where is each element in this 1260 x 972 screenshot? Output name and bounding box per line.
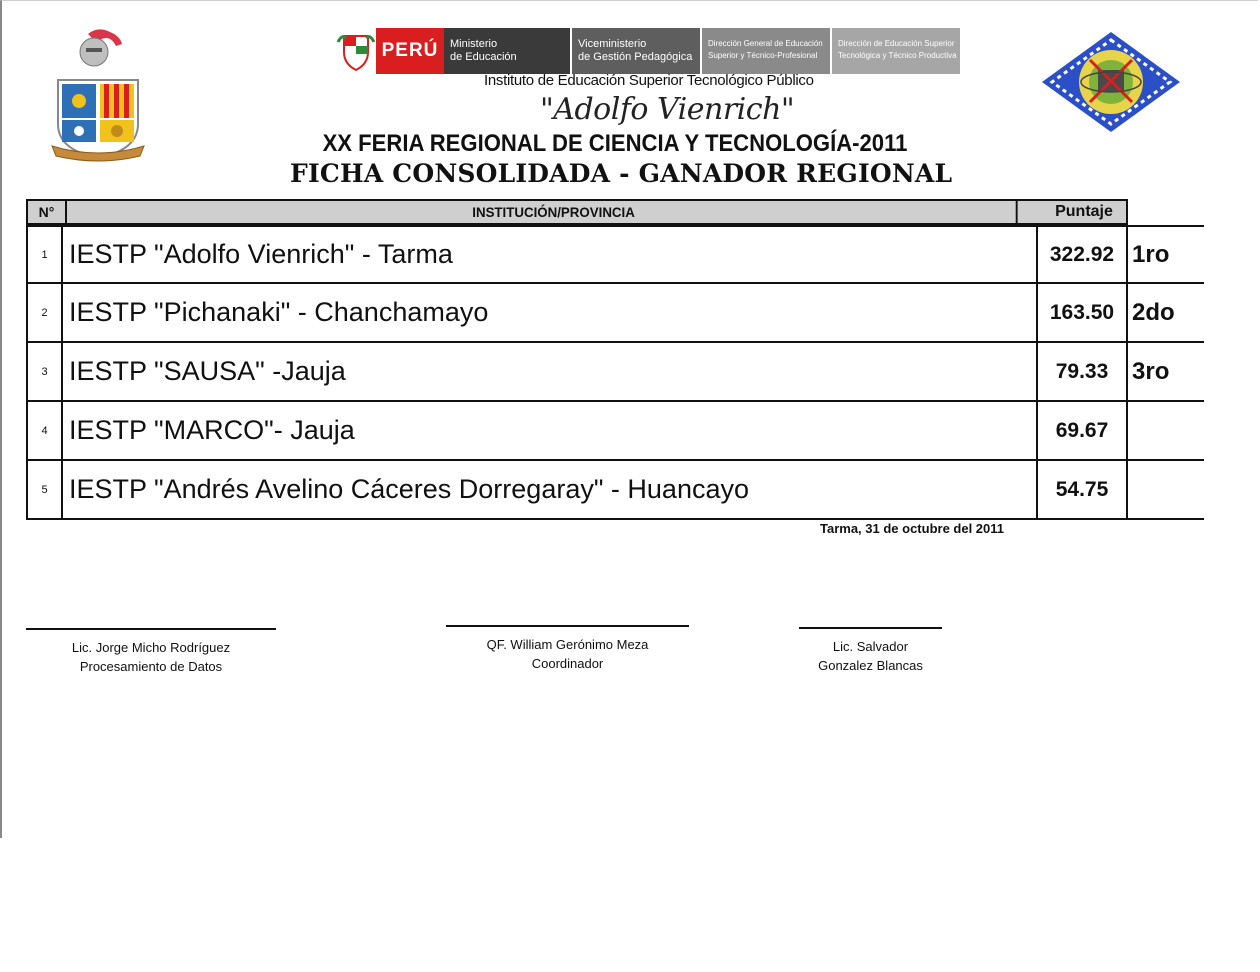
peru-label: PERÚ	[376, 28, 444, 74]
row-number: 4	[26, 402, 63, 459]
row-place: 2do	[1132, 298, 1175, 326]
row-institution: IESTP "Pichanaki" - Chanchamayo	[63, 284, 1038, 341]
signature-block-salvador	[799, 627, 942, 675]
signer-name: Lic. Jorge Micho Rodríguez	[71, 640, 231, 655]
signer-role: Coordinador	[531, 656, 604, 671]
place-and-date: Tarma, 31 de octubre del 2011	[820, 521, 1005, 536]
science-fair-logo	[1040, 30, 1182, 134]
row-score: 69.67	[1038, 402, 1128, 459]
table-row	[26, 225, 1204, 284]
signer-name: Lic. Salvador	[832, 639, 909, 654]
header-institution: INSTITUCIÓN/PROVINCIA	[91, 201, 1017, 223]
results-table-body	[26, 225, 1204, 520]
sheet-subtitle: FICHA CONSOLIDADA - GANADOR REGIONAL	[290, 159, 953, 188]
signer-role: Procesamiento de Datos	[79, 659, 223, 674]
table-row	[26, 461, 1204, 520]
ministry-label: Ministerio de Educación	[444, 28, 570, 74]
row-place	[1128, 402, 1204, 459]
table-row	[26, 402, 1204, 461]
header-number: N°	[28, 201, 67, 223]
vice-ministry-label: Viceministerio de Gestión Pedagógica	[570, 28, 700, 74]
signature-line	[446, 625, 689, 627]
row-institution: IESTP "Andrés Avelino Cáceres Dorregaray" - Huancayo	[63, 461, 1038, 518]
signature-line	[799, 627, 942, 629]
row-score: 163.50	[1038, 284, 1128, 341]
row-number: 2	[26, 284, 63, 341]
signature-block-coordinator	[446, 625, 689, 673]
row-institution: IESTP "SAUSA" -Jauja	[63, 343, 1038, 400]
row-number: 5	[26, 461, 63, 518]
row-score: 79.33	[1038, 343, 1128, 400]
row-number: 3	[26, 343, 63, 400]
signature-line	[26, 628, 276, 630]
row-place	[1128, 461, 1204, 518]
table-row	[26, 343, 1204, 402]
row-number: 1	[26, 227, 63, 282]
header-score: Puntaje	[1055, 203, 1113, 220]
peru-shield-icon	[336, 28, 376, 74]
row-score: 322.92	[1038, 227, 1128, 282]
institute-name: "Adolfo Vienrich"	[540, 92, 795, 127]
direction-general-label: Dirección General de Educación Superior y Técnico-Profesional	[700, 28, 830, 74]
row-score: 54.75	[1038, 461, 1128, 518]
direction-label: Dirección de Educación Superior Tecnológica y Técnico Productiva	[830, 28, 960, 74]
institute-type-line: Instituto de Educación Superior Tecnológico Público	[484, 72, 814, 89]
signer-name: QF. William Gerónimo Meza	[486, 637, 649, 652]
government-banner	[336, 28, 960, 74]
row-institution: IESTP "Adolfo Vienrich" - Tarma	[63, 227, 1038, 282]
signature-block-data-processing	[26, 628, 276, 676]
table-row	[26, 284, 1204, 343]
signer-role: Gonzalez Blancas	[818, 658, 923, 673]
row-institution: IESTP "MARCO"- Jauja	[63, 402, 1038, 459]
fair-title: XX FERIA REGIONAL DE CIENCIA Y TECNOLOGÍA-2011	[322, 130, 908, 157]
row-place: 1ro	[1132, 240, 1170, 268]
row-place: 3ro	[1132, 357, 1170, 385]
results-table-header	[26, 199, 1128, 225]
